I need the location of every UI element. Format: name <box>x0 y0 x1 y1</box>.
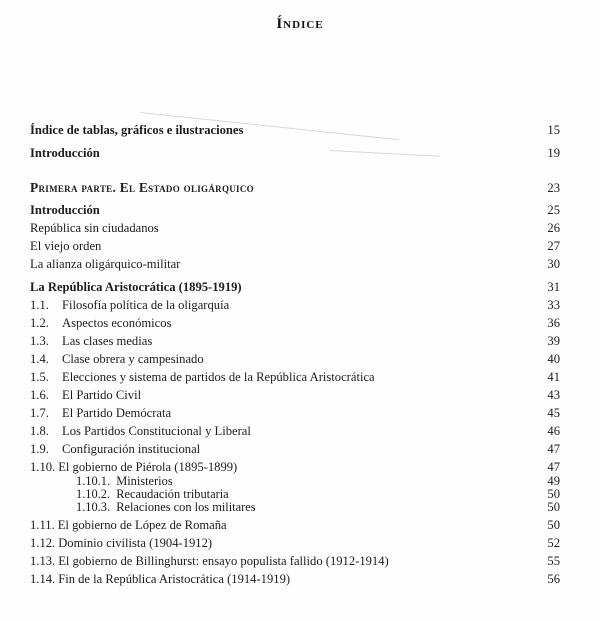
toc-entry-number: 1.8. <box>30 424 49 438</box>
toc-entry[interactable] <box>30 423 560 439</box>
toc-entry-label: Índice de tablas, gráficos e ilustraciones <box>30 123 244 137</box>
toc-entry-label: Recaudación tributaria <box>116 487 229 501</box>
toc-entry-page: 19 <box>547 146 560 160</box>
toc-entry-page: 39 <box>547 334 560 348</box>
toc-subentry[interactable] <box>30 499 560 515</box>
toc-entry[interactable] <box>30 122 560 138</box>
toc-entry-page: 50 <box>547 487 560 501</box>
toc-entry[interactable] <box>30 553 560 569</box>
toc-entry-page: 36 <box>547 316 560 330</box>
toc-chapter-heading[interactable] <box>30 279 560 295</box>
toc-entry[interactable] <box>30 202 560 218</box>
toc-part-heading[interactable] <box>30 180 560 196</box>
toc-entry-number: 1.1. <box>30 298 49 312</box>
toc-entry-page: 27 <box>547 239 560 253</box>
toc-entry-label: El gobierno de López de Romaña <box>57 518 227 532</box>
toc-entry-label: Introducción <box>30 203 100 217</box>
toc-entry-number: 1.10. <box>30 460 56 474</box>
toc-entry-label: Aspectos económicos <box>62 316 172 330</box>
toc-entry[interactable] <box>30 405 560 421</box>
toc-entry-page: 47 <box>547 442 560 456</box>
toc-entry-label: El gobierno de Billinghurst: ensayo populista fallido (1912-1914) <box>58 554 389 568</box>
toc-entry-page: 33 <box>547 298 560 312</box>
toc-entry-page: 52 <box>547 536 560 550</box>
toc-entry-label: República sin ciudadanos <box>30 221 159 235</box>
toc-entry[interactable] <box>30 369 560 385</box>
page-title: Índice <box>276 16 324 32</box>
toc-entry-label: Ministerios <box>116 474 173 488</box>
toc-entry-page: 41 <box>547 370 560 384</box>
toc-entry-label: Configuración institucional <box>62 442 201 456</box>
toc-entry-page: 50 <box>547 500 560 514</box>
toc-entry[interactable] <box>30 387 560 403</box>
toc-entry[interactable] <box>30 535 560 551</box>
toc-entry-number: 1.14. <box>30 572 56 586</box>
toc-entry-label: Elecciones y sistema de partidos de la República Aristocrática <box>62 370 375 384</box>
toc-entry-label: Introducción <box>30 146 100 160</box>
toc-entry-label: La alianza oligárquico-militar <box>30 257 181 271</box>
toc-entry[interactable] <box>30 145 560 161</box>
toc-entry-page: 31 <box>547 280 560 294</box>
toc-entry-number: 1.2. <box>30 316 49 330</box>
toc-entry-label: Primera parte. El Estado oligárquico <box>30 180 254 195</box>
toc-entry-label: Dominio civilista (1904-1912) <box>58 536 213 550</box>
toc-entry-page: 49 <box>547 474 560 488</box>
toc-entry[interactable] <box>30 315 560 331</box>
toc-entry-page: 25 <box>547 203 560 217</box>
toc-entry-label: El viejo orden <box>30 239 102 253</box>
toc-entry-page: 45 <box>547 406 560 420</box>
toc-entry-label: Relaciones con los militares <box>116 500 256 514</box>
toc-entry-label: El Partido Demócrata <box>62 406 172 420</box>
toc-entry-number: 1.7. <box>30 406 49 420</box>
toc-entry-number: 1.9. <box>30 442 49 456</box>
toc-entry-number: 1.13. <box>30 554 56 568</box>
toc-entry-page: 26 <box>547 221 560 235</box>
toc-entry-page: 55 <box>547 554 560 568</box>
toc-entry-page: 23 <box>547 181 560 195</box>
toc-entry-page: 56 <box>547 572 560 586</box>
toc-entry[interactable] <box>30 238 560 254</box>
toc-entry-page: 40 <box>547 352 560 366</box>
toc-entry-number: 1.11. <box>30 518 55 532</box>
toc-entry-label: Clase obrera y campesinado <box>62 352 204 366</box>
toc-entry-label: El Partido Civil <box>62 388 142 402</box>
toc-entry[interactable] <box>30 517 560 533</box>
toc-entry[interactable] <box>30 256 560 272</box>
toc-entry-label: Filosofía política de la oligarquía <box>62 298 230 312</box>
toc-entry[interactable] <box>30 441 560 457</box>
toc-entry-number: 1.6. <box>30 388 49 402</box>
toc-entry[interactable] <box>30 351 560 367</box>
toc-entry[interactable] <box>30 571 560 587</box>
toc-entry-page: 50 <box>547 518 560 532</box>
toc-entry-number: 1.10.2. <box>76 487 111 501</box>
toc-entry-label: Los Partidos Constitucional y Liberal <box>62 424 251 438</box>
toc-entry-number: 1.3. <box>30 334 49 348</box>
toc-entry[interactable] <box>30 333 560 349</box>
toc-entry-page: 47 <box>547 460 560 474</box>
toc-entry-page: 43 <box>547 388 560 402</box>
toc-entry-number: 1.12. <box>30 536 56 550</box>
toc-entry-label: La República Aristocrática (1895-1919) <box>30 280 242 294</box>
toc-entry-number: 1.10.3. <box>76 500 111 514</box>
toc-entry-label: Las clases medias <box>62 334 153 348</box>
toc-entry-page: 15 <box>547 123 560 137</box>
toc-entry-page: 30 <box>547 257 560 271</box>
toc-entry-label: El gobierno de Piérola (1895-1899) <box>58 460 238 474</box>
toc-entry[interactable] <box>30 297 560 313</box>
toc-entry-number: 1.5. <box>30 370 49 384</box>
toc-entry[interactable] <box>30 220 560 236</box>
toc-entry-label: Fin de la República Aristocrática (1914-1919) <box>58 572 291 586</box>
toc-entry-number: 1.10.1. <box>76 474 111 488</box>
toc-entry-number: 1.4. <box>30 352 49 366</box>
toc-entry-page: 46 <box>547 424 560 438</box>
